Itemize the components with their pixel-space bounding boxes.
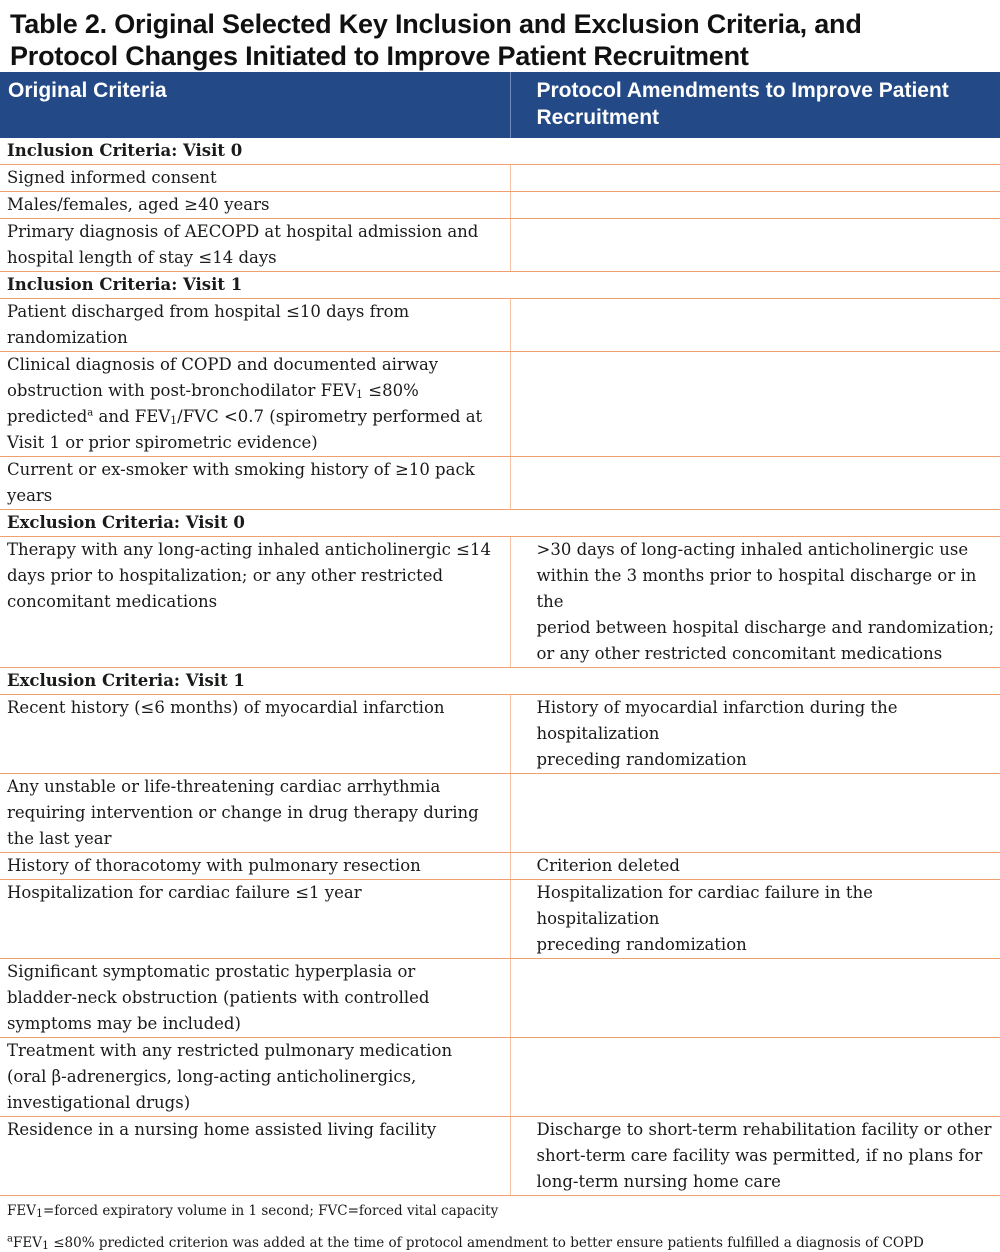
section-row-inclusion-visit-0: [0, 138, 1000, 165]
cell-line: Discharge to short-term rehabilitation facility or other: [536, 1120, 992, 1139]
section-empty-cell: [510, 272, 1000, 299]
cell-line: randomization: [7, 328, 128, 347]
table-row: [0, 165, 1000, 192]
table-row: [0, 537, 1000, 668]
header-protocol-amendments: [510, 72, 1000, 138]
original-criterion-cell: History of thoracotomy with pulmonary resection: [0, 853, 510, 880]
text-span: obstruction with post-bronchodilator FEV: [7, 381, 357, 400]
amendment-cell: [510, 352, 1000, 457]
amendment-cell: [510, 774, 1000, 853]
amendment-cell: [510, 959, 1000, 1038]
table-row: [0, 959, 1000, 1038]
cell-line: within the 3 months prior to hospital discharge or in the: [536, 566, 977, 611]
cell-line: preceding randomization: [536, 750, 747, 769]
original-criterion-cell: [0, 959, 510, 1038]
table-row: [0, 299, 1000, 352]
cell-line: Treatment with any restricted pulmonary medication: [7, 1041, 453, 1060]
original-criterion-cell: Recent history (≤6 months) of myocardial infarction: [0, 695, 510, 774]
text-span: /FVC <0.7 (spirometry performed at: [177, 407, 483, 426]
table-row: [0, 853, 1000, 880]
cell-line: Visit 1 or prior spirometric evidence): [7, 433, 318, 452]
cell-line: days prior to hospitalization; or any other restricted: [7, 566, 444, 585]
header-original-criteria: Original Criteria: [0, 72, 510, 138]
table-row: [0, 1117, 1000, 1196]
subscript: 1: [356, 388, 364, 401]
header-amend-line-2: Recruitment: [536, 106, 660, 129]
table-row: [0, 219, 1000, 272]
table-row: [0, 695, 1000, 774]
original-criterion-cell: Residence in a nursing home assisted living facility: [0, 1117, 510, 1196]
cell-line: short-term care facility was permitted, if no plans for: [536, 1146, 983, 1165]
section-row-exclusion-visit-0: [0, 510, 1000, 537]
table-row: [0, 352, 1000, 457]
amendment-cell: [510, 1117, 1000, 1196]
footnote-marker: a: [7, 1233, 13, 1245]
cell-line: Any unstable or life-threatening cardiac arrhythmia: [7, 777, 441, 796]
amendment-cell: [510, 192, 1000, 219]
subscript: 1: [170, 414, 178, 427]
footnote-abbreviations: [0, 1202, 1000, 1220]
text-span: ≤80% predicted criterion was added at the time of protocol amendment to better ensure patients fulfilled a diagnosis of COPD: [48, 1235, 924, 1251]
cell-line: Clinical diagnosis of COPD and documented airway: [7, 355, 439, 374]
amendment-cell: [510, 457, 1000, 510]
amendment-cell: Criterion deleted: [510, 853, 1000, 880]
cell-line: Hospitalization for cardiac failure in the hospitalization: [536, 883, 873, 928]
section-label: Exclusion Criteria: Visit 1: [0, 668, 510, 695]
original-criterion-cell: Signed informed consent: [0, 165, 510, 192]
cell-line: years: [7, 486, 53, 505]
cell-line: symptoms may be included): [7, 1014, 241, 1033]
cell-line: Patient discharged from hospital ≤10 days from: [7, 302, 410, 321]
cell-line: Primary diagnosis of AECOPD at hospital admission and: [7, 222, 479, 241]
section-label: Inclusion Criteria: Visit 1: [0, 272, 510, 299]
footnote-marker: a: [87, 407, 94, 419]
table-row: [0, 1038, 1000, 1117]
cell-line: Therapy with any long-acting inhaled anticholinergic ≤14: [7, 540, 491, 559]
title-line-1: Table 2. Original Selected Key Inclusion and Exclusion Criteria, and: [10, 9, 862, 39]
text-span: and FEV: [93, 407, 171, 426]
section-empty-cell: [510, 668, 1000, 695]
cell-line: or any other restricted concomitant medications: [536, 644, 943, 663]
original-criterion-cell: [0, 457, 510, 510]
cell-line: (oral β-adrenergics, long-acting anticholinergics,: [7, 1067, 417, 1086]
section-label: Inclusion Criteria: Visit 0: [0, 138, 510, 165]
amendment-cell: [510, 219, 1000, 272]
original-criterion-cell: [0, 219, 510, 272]
footnote-a: [0, 1234, 1000, 1252]
amendment-cell: [510, 695, 1000, 774]
cell-line: bladder-neck obstruction (patients with controlled: [7, 988, 430, 1007]
original-criterion-cell: Hospitalization for cardiac failure ≤1 year: [0, 880, 510, 959]
text-span: FEV: [12, 1235, 42, 1251]
cell-line: long-term nursing home care: [536, 1172, 781, 1191]
amendment-cell: [510, 165, 1000, 192]
table-row: [0, 192, 1000, 219]
header-amend-line-1: Protocol Amendments to Improve Patient: [536, 79, 949, 102]
section-empty-cell: [510, 138, 1000, 165]
table-header-row: [0, 72, 1000, 138]
cell-line: period between hospital discharge and randomization;: [536, 618, 995, 637]
text-span: =forced expiratory volume in 1 second; FVC=forced vital capacity: [42, 1203, 499, 1219]
original-criterion-cell: Males/females, aged ≥40 years: [0, 192, 510, 219]
cell-line: the last year: [7, 829, 112, 848]
text-span: FEV: [7, 1203, 36, 1219]
section-empty-cell: [510, 510, 1000, 537]
section-row-inclusion-visit-1: [0, 272, 1000, 299]
amendment-cell: [510, 880, 1000, 959]
original-criterion-cell: [0, 537, 510, 668]
cell-line: investigational drugs): [7, 1093, 191, 1112]
text-span: ≤80%: [363, 381, 419, 400]
table-row: [0, 457, 1000, 510]
cell-line: concomitant medications: [7, 592, 218, 611]
section-label: Exclusion Criteria: Visit 0: [0, 510, 510, 537]
cell-line: preceding randomization: [536, 935, 747, 954]
amendment-cell: [510, 1038, 1000, 1117]
cell-line: Significant symptomatic prostatic hyperplasia or: [7, 962, 416, 981]
criteria-table: [0, 72, 1000, 1196]
subscript: 1: [41, 1239, 49, 1252]
amendment-cell: [510, 299, 1000, 352]
title-line-2: Protocol Changes Initiated to Improve Patient Recruitment: [10, 41, 749, 71]
original-criterion-cell: [0, 299, 510, 352]
cell-line: [7, 378, 504, 404]
table-row: [0, 880, 1000, 959]
original-criterion-cell: [0, 352, 510, 457]
cell-line: [7, 404, 504, 430]
amendment-cell: [510, 537, 1000, 668]
subscript: 1: [35, 1207, 43, 1220]
table-title: [0, 0, 1000, 72]
cell-line: >30 days of long-acting inhaled anticholinergic use: [536, 540, 969, 559]
text-span: predicted: [7, 407, 88, 426]
original-criterion-cell: [0, 1038, 510, 1117]
cell-line: History of myocardial infarction during the hospitalization: [536, 698, 898, 743]
table-row: [0, 774, 1000, 853]
original-criterion-cell: [0, 774, 510, 853]
cell-line: hospital length of stay ≤14 days: [7, 248, 277, 267]
cell-line: requiring intervention or change in drug therapy during: [7, 803, 479, 822]
section-row-exclusion-visit-1: [0, 668, 1000, 695]
cell-line: Current or ex-smoker with smoking history of ≥10 pack: [7, 460, 475, 479]
